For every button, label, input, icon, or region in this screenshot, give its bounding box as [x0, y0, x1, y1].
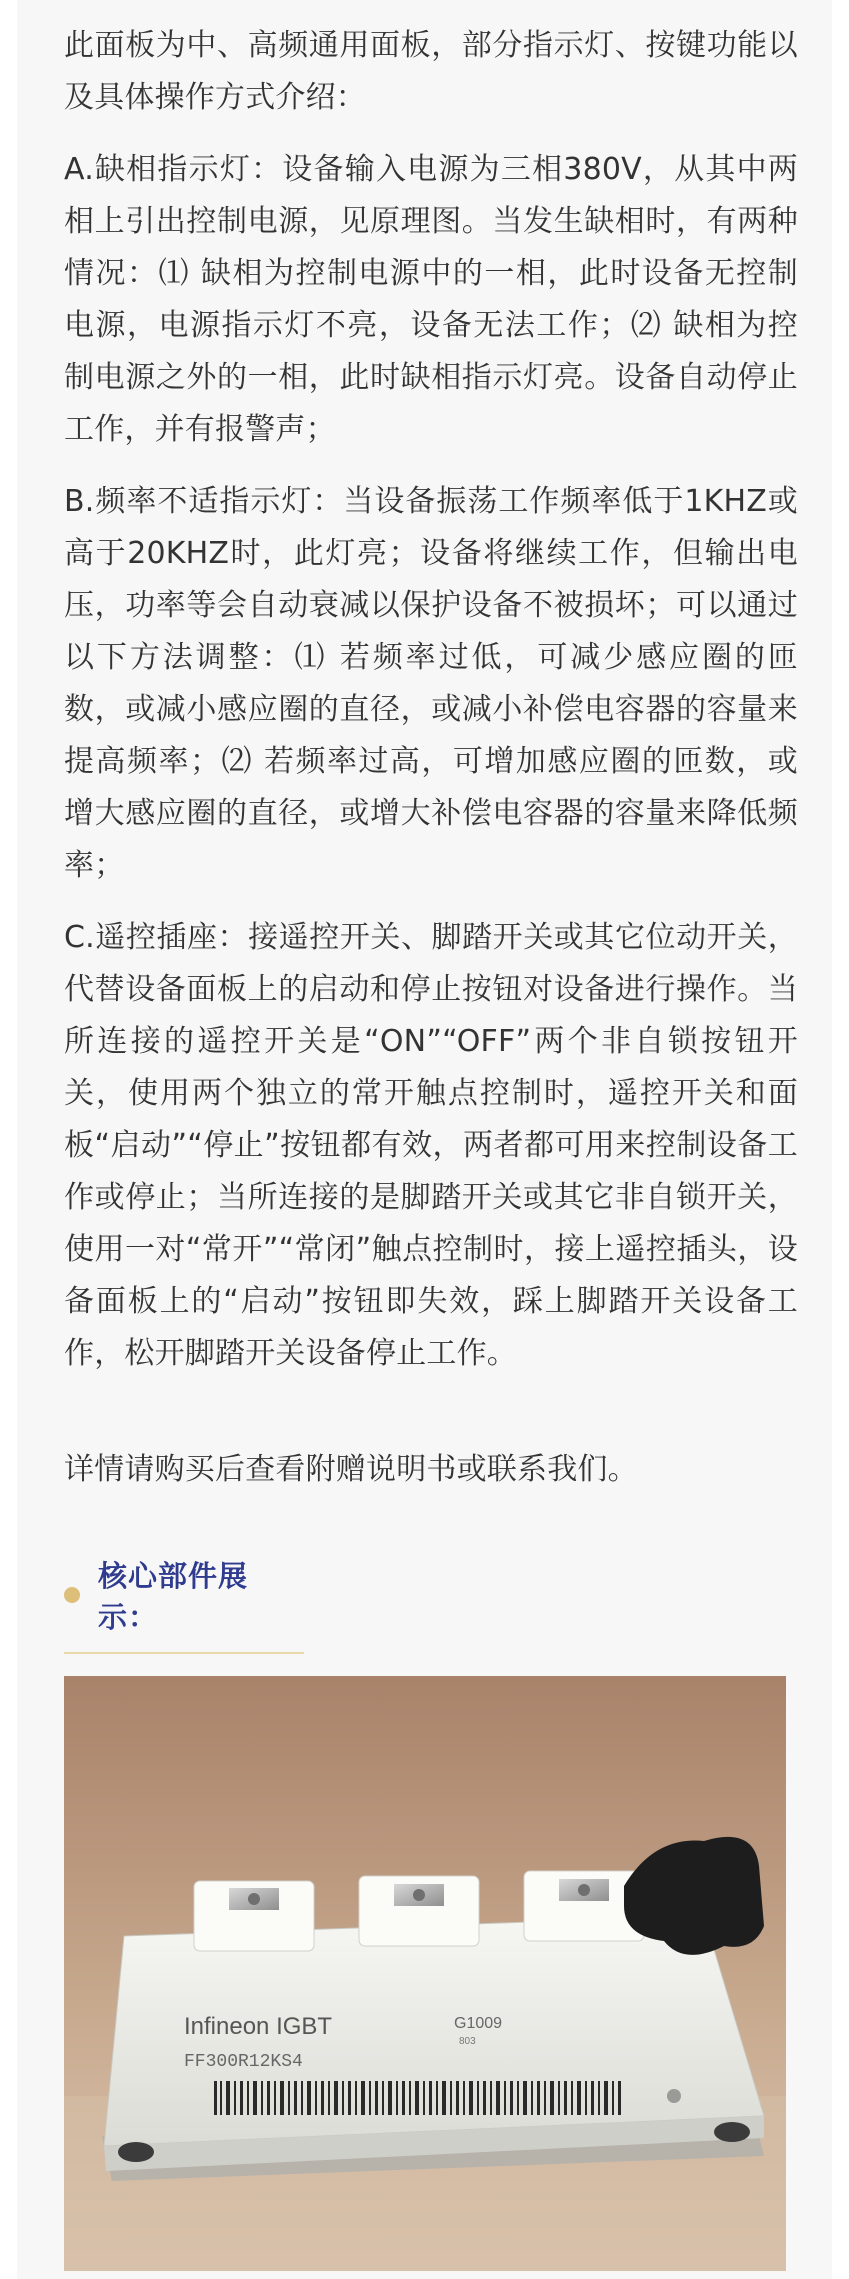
barcode [214, 2081, 621, 2115]
part-number-label: FF300R12KS4 [184, 2052, 303, 2072]
lot-code-label: G1009 [454, 2015, 503, 2032]
item-b-paragraph: B.频率不适指示灯：当设备振荡工作频率低于1KHZ或高于20KHZ时，此灯亮；设备将继续工作，但输出电压，功率等会自动衰减以保护设备不被损坏；可以通过以下方法调整：⑴ 若频率过低，可减少感应圈的匝数，或减小感应圈的直径，或减小补偿电容器的容量来提高频率；⑵ 若频率过高，可增加感应圈的匝数，或增大感应圈的直径，或增大补偿电容器的容量来降低频率； [64, 484, 798, 883]
igbt-module-illustration [64, 1676, 786, 2271]
intro-paragraph: 此面板为中、高频通用面板，部分指示灯、按键功能以及具体操作方式介绍： [64, 28, 798, 115]
lot-subcode-label: 803 [459, 2036, 476, 2047]
item-c-paragraph: C.遥控插座：接遥控开关、脚踏开关或其它位动开关，代替设备面板上的启动和停止按钮对设备进行操作。当所连接的遥控开关是“ON”“OFF”两个非自锁按钮开关，使用两个独立的常开触点控制时，遥控开关和面板“启动”“停止”按钮都有效，两者都可用来控制设备工作或停止；当所连接的是脚踏开关或其它非自锁开关，使用一对“常开”“常闭”触点控制时，接上遥控插头，设备面板上的“启动”按钮即失效，踩上脚踏开关设备工作，松开脚踏开关设备停止工作。 [64, 920, 798, 1371]
spacer [64, 1400, 798, 1444]
brand-label: Infineon IGBT [184, 2013, 333, 2040]
item-a-paragraph: A.缺相指示灯：设备输入电源为三相380V，从其中两相上引出控制电源，见原理图。当发生缺相时，有两种情况：⑴ 缺相为控制电源中的一相，此时设备无控制电源，电源指示灯不亮，设备无法工作；⑵ 缺相为控制电源之外的一相，此时缺相指示灯亮。设备自动停止工作，并有报警声； [64, 152, 798, 447]
bullet-dot-icon [64, 1587, 80, 1603]
article-body [64, 20, 798, 2271]
terminal-blocks [194, 1871, 644, 1951]
contact-paragraph: 详情请购买后查看附赠说明书或联系我们。 [64, 1452, 638, 1487]
igbt-module-photo [64, 1676, 786, 2271]
section-heading-text: 核心部件展示： [98, 1559, 249, 1634]
section-heading [64, 1554, 304, 1654]
